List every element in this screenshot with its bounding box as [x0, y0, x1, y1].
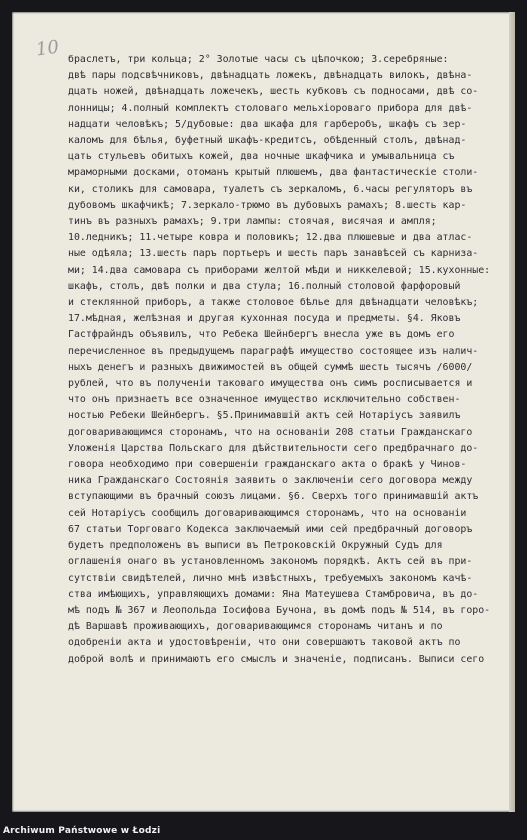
text-line: Гастфрайндъ объявилъ, что Ребека Шейнбергъ внесла уже въ домъ его: [68, 329, 455, 341]
text-line: ные одѣяла; 13.шесть паръ портьеръ и шесть паръ занавѣсей съ карниза-: [68, 248, 479, 260]
text-line: браслетъ, три кольца; 2° Золотые часы съ цѣпочкою; 3.серебряные:: [68, 54, 449, 65]
text-line: мраморными досками, отоманъ крытый плюшемъ, два фантастическiе столи-: [68, 167, 479, 179]
text-line: двѣ пары подсвѣчниковъ, двѣнадцать ложекъ, двѣнадцать вилокъ, двѣна-: [68, 70, 473, 82]
text-line: вступающими въ брачный союзъ лицами. §6. Сверхъ того принимавшiй актъ: [68, 491, 479, 503]
text-line: 17.мѣдная, желѣзная и другая кухонная посуда и предметы. §4. Яковъ: [68, 313, 461, 325]
text-line: ства имѣющихъ, управляющихъ домами: Яна Матеушева Стамбровича, въ до-: [68, 588, 479, 600]
text-line: будетъ предположенъ въ выписи въ Петроковскiй Окружный Судъ для: [68, 540, 443, 552]
text-line: рублей, что въ полученiи таковаго имущества онъ симъ росписывается и: [68, 378, 473, 390]
text-line: лонницы; 4.полный комплектъ столоваго мельхiороваго прибора для двѣ-: [68, 102, 473, 114]
text-line: ми; 14.два самовара съ приборами желтой мѣди и никкелевой; 15.кухонные:: [68, 264, 491, 276]
text-line: дцать ножей, двѣнадцать ложечекъ, шесть кубковъ съ подносами, двѣ со-: [68, 86, 479, 98]
text-line: ника Гражданскаго Состоянiя заявить о заключенiи сего договора между: [68, 475, 473, 487]
text-line: сутствiи свидѣтелей, лично мнѣ извѣстныхъ, требуемыхъ закономъ качѣ-: [68, 572, 473, 584]
text-line: доброй волѣ и принимаютъ его смыслъ и значенiе, подписанъ. Выписи сего: [68, 653, 485, 665]
text-line: сей Нотарiусъ сообщилъ договаривающимся сторонамъ, что на основанiи: [68, 507, 467, 519]
text-line: что онъ признаетъ все означенное имущество исключительно собствен-: [68, 394, 461, 406]
document-page: [12, 12, 515, 812]
text-line: мѣ подъ № 367 и Леопольда Iосифова Бучона, въ домѣ подъ № 514, въ горо-: [68, 604, 491, 616]
document-text: [68, 52, 508, 668]
text-line: оглашенiя онаго въ установленномъ закономъ порядкѣ. Актъ сей въ при-: [68, 556, 473, 568]
text-line: 67 статьи Торговаго Кодекса заключаемый ими сей предбрачный договоръ: [68, 523, 473, 535]
text-line: каломъ для бѣлья, буфетный шкафъ-кредитсъ, обѣденный столъ, двѣнад-: [68, 135, 467, 147]
text-line: шкафъ, столъ, двѣ полки и два стула; 16.полный столовой фарфоровый: [68, 280, 461, 292]
text-line: ки, столикъ для самовара, туалетъ съ зеркаломъ, 6.часы регуляторъ въ: [68, 183, 473, 195]
text-line: 10.ледникъ; 11.четыре ковра и половикъ; 12.два плюшевые и два атлас-: [68, 232, 473, 244]
text-line: ныхъ денегъ и разныхъ движимостей въ общей суммѣ шесть тысячъ /6000/: [68, 361, 473, 373]
text-line: тинъ въ разныхъ рамахъ; 9.три лампы: стоячая, висячая и ампля;: [68, 216, 437, 228]
text-line: надцати человѣкъ; 5/дубовые: два шкафа для гарберобъ, шкафъ съ зер-: [68, 118, 467, 130]
text-line: одобренiи акта и удостовѣренiи, что они совершаютъ таковой актъ по: [68, 637, 461, 649]
archive-watermark: Archiwum Państwowe w Łodzi: [3, 826, 161, 836]
text-line: ностью Ребеки Шейнбергъ. §5.Принимавшiй актъ сей Нотарiусъ заявилъ: [68, 410, 461, 422]
text-line: цать стульевъ обитыхъ кожей, два ночные шкафчика и умывальница съ: [68, 151, 455, 163]
text-line: договаривающимся сторонамъ, что на основанiи 208 статьи Гражданскаго: [68, 426, 473, 438]
text-line: Уложенiя Царства Польскаго для дѣйствительности сего предбрачнаго до-: [68, 442, 479, 454]
page-edge: [509, 12, 515, 812]
text-line: дубовомъ шкафчикѣ; 7.зеркало-трюмо въ дубовыхъ рамахъ; 8.шесть кар-: [68, 199, 467, 211]
text-line: дѣ Варшавѣ проживающихъ, договаривающимся сторонамъ читанъ и по: [68, 621, 443, 633]
folio-number: 10: [34, 36, 61, 61]
text-line: говора необходимо при совершенiи гражданскаго акта о бракѣ у Чинов-: [68, 459, 467, 471]
text-line: и стеклянной приборъ, а также столовое бѣлье для двѣнадцати человѣкъ;: [68, 297, 479, 309]
text-line: перечисленное въ предыдущемъ параграфѣ имущество состоящее изъ налич-: [68, 345, 479, 357]
